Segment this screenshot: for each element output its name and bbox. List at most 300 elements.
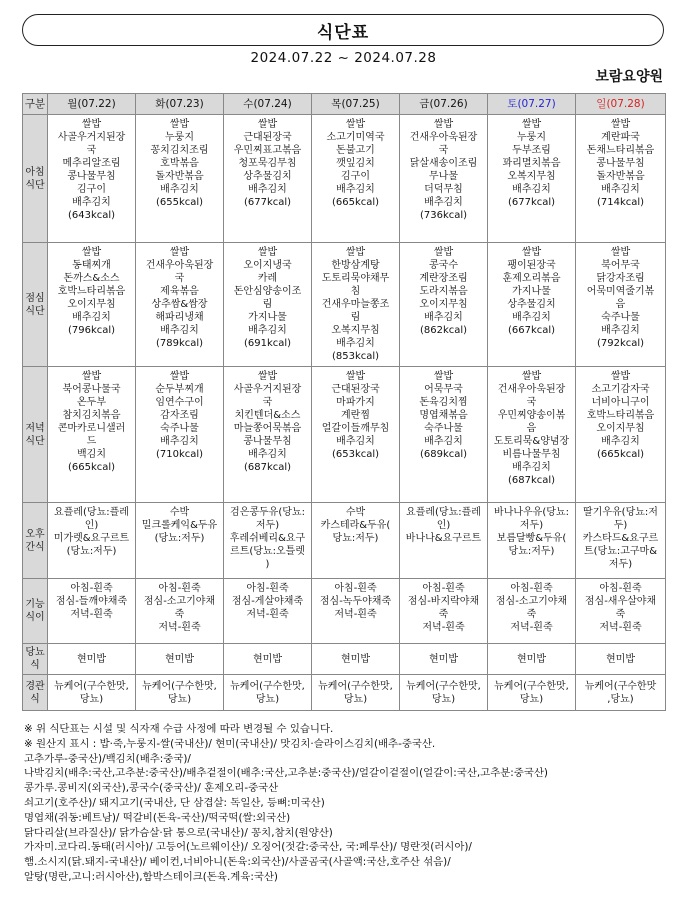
menu-cell [400, 243, 488, 367]
menu-item: 백김치 [77, 449, 106, 460]
menu-item: 요플레(당뇨:플레 [54, 507, 129, 518]
menu-item: 저두) [519, 520, 544, 531]
menu-item: 밀크롤케익&두유 [141, 520, 218, 531]
menu-cell [312, 367, 400, 503]
menu-item: (653kcal) [331, 449, 380, 460]
menu-item: 카스타드&요구르 [582, 533, 659, 544]
meal-label-line: 기능 [25, 599, 45, 610]
menu-item: 마늘쫑어묵볶음 [233, 423, 302, 434]
menu-item: 건새우아욱된장 [497, 384, 566, 395]
menu-cell [48, 503, 136, 579]
menu-item: 쌀밥 [610, 247, 631, 258]
menu-item: 배추김치 [248, 449, 287, 460]
menu-cell [224, 243, 312, 367]
menu-item: 당뇨:저두) [332, 533, 379, 544]
meal-label-line: 식 [30, 660, 40, 671]
menu-item: 죽 [526, 609, 537, 620]
menu-item: 당뇨) [519, 693, 544, 705]
menu-cell [400, 675, 488, 711]
menu-cell [136, 503, 224, 579]
menu-item: 저녁-흰죽 [246, 609, 289, 620]
note-line: 햄.소시지(닭.돼지-국내산)/ 베이컨,너비아니(돈육:외국산)/사골곰국(사골액:국산,호주산 섞음)/ [24, 856, 451, 869]
menu-item: 죽 [174, 609, 185, 620]
meal-row [23, 367, 666, 503]
menu-item: ) [265, 559, 270, 570]
menu-item: 아침-흰죽 [246, 583, 289, 594]
menu-item: 저녁-흰죽 [422, 622, 465, 633]
menu-item: 수박 [169, 507, 190, 518]
menu-item: 현미밥 [253, 653, 282, 665]
day-header: 일(07.28) [576, 94, 666, 115]
menu-item: 순두부찌개 [155, 384, 204, 395]
menu-item: 현미밥 [606, 653, 635, 665]
day-header: 수(07.24) [224, 94, 312, 115]
menu-cell [224, 675, 312, 711]
menu-cell [224, 644, 312, 675]
menu-item: 배추김치 [601, 436, 640, 447]
menu-item: 무나물 [429, 171, 458, 182]
menu-item: 배추김치 [160, 436, 199, 447]
menu-item: 딸기우유(당뇨:저 [583, 507, 658, 518]
menu-item: (792kcal) [596, 338, 645, 349]
menu-item: 현미밥 [341, 653, 370, 665]
menu-item: 점심-소고기야채 [495, 596, 568, 607]
menu-item: 돈불고기 [336, 145, 375, 156]
menu-cell [136, 367, 224, 503]
menu-item: (689kcal) [419, 449, 468, 460]
menu-cell [136, 644, 224, 675]
menu-item: 호박느타리볶음 [57, 286, 126, 297]
menu-item: 북어무국 [601, 260, 640, 271]
meal-label-line: 식 [30, 693, 40, 705]
menu-item: 쌀밥 [345, 371, 366, 382]
menu-item: 돌자반볶음 [155, 171, 204, 182]
menu-item: 제육볶음 [160, 286, 199, 297]
menu-item: 수박 [345, 507, 366, 518]
menu-item: 훈제오리볶음 [502, 273, 561, 284]
note-line: 쇠고기(호주산)/ 돼지고기(국내산, 단 삼겹살: 독일산, 등뼈:미국산) [24, 796, 325, 809]
menu-item: 닭살새송이조림 [409, 158, 478, 169]
menu-item: 침 [350, 286, 361, 297]
menu-item: 건새우아욱된장 [409, 132, 478, 143]
menu-cell [400, 367, 488, 503]
meal-label-line: 아침 [25, 166, 45, 178]
menu-item: 당뇨:저두) [508, 546, 555, 557]
menu-item: 치킨텐더&소스 [234, 410, 301, 421]
menu-item: 너비아니구이 [591, 397, 650, 408]
meal-label-line: 경관 [25, 680, 45, 692]
menu-item: 콘마카로니샐러 [57, 423, 126, 434]
menu-item: 명엽채볶음 [419, 410, 468, 421]
menu-item: 점심-들깨야채죽 [55, 596, 128, 607]
menu-item: 감자조림 [160, 410, 199, 421]
menu-item: 오이지무침 [596, 423, 645, 434]
menu-item: 쌀밥 [345, 247, 366, 258]
date-range: 2024.07.22 ~ 2024.07.28 [250, 50, 437, 66]
menu-item: 점심-바지락야채 [407, 596, 480, 607]
menu-cell [312, 243, 400, 367]
menu-item: 오복지무침 [331, 325, 380, 336]
menu-item: 림 [350, 312, 361, 323]
menu-item: 배추김치 [601, 184, 640, 195]
menu-item: (당뇨:저두) [66, 546, 117, 557]
menu-item: 인) [436, 520, 451, 531]
menu-item: 꽈리멸치볶음 [502, 158, 561, 169]
note-line: 알탕(명란,고니:러시아산),함박스테이크(돈육.계육:국산) [24, 870, 278, 883]
menu-item: 쌀밥 [521, 119, 542, 130]
menu-cell [136, 579, 224, 644]
menu-item: 북어콩나물국 [62, 384, 121, 395]
menu-cell [576, 243, 666, 367]
menu-item: 상추쌈&쌈장 [151, 299, 208, 310]
menu-cell [488, 115, 576, 243]
menu-cell [224, 579, 312, 644]
menu-item: 쌀밥 [169, 119, 190, 130]
menu-item: 돈채느타리볶음 [586, 145, 655, 156]
menu-cell [576, 579, 666, 644]
menu-item: 근대된장국 [331, 384, 380, 395]
menu-cell [400, 115, 488, 243]
menu-cell [48, 367, 136, 503]
menu-item: 오복지무침 [507, 171, 556, 182]
menu-cell [312, 115, 400, 243]
menu-item: 청포묵김무침 [238, 158, 297, 169]
meal-label-line: 저녁 [25, 422, 45, 434]
meal-row [23, 644, 666, 675]
menu-item: 당뇨) [255, 693, 280, 705]
menu-item: 점심-게살야채죽 [231, 596, 304, 607]
menu-cell [576, 115, 666, 243]
note-line: 나박김치(배추:국산,고추분:중국산)/배추겉절이(배추:국산,고추분:중국산)/얼갈이겉절이(얼갈이:국산,고추분:중국산) [24, 767, 548, 780]
menu-cell [136, 675, 224, 711]
menu-item: 누룽지 [165, 132, 194, 143]
menu-item: 건새우마늘쫑조 [321, 299, 390, 310]
menu-item: 뉴케어(구수한맛, [494, 680, 569, 692]
menu-item: 죽 [438, 609, 449, 620]
menu-item: 현미밥 [517, 653, 546, 665]
menu-item: 배추김치 [601, 325, 640, 336]
menu-item: 배추김치 [336, 184, 375, 195]
menu-item: 닭강자조림 [596, 273, 645, 284]
menu-item: 쌀밥 [81, 247, 102, 258]
note-line: 고추가루-중국산)/백김치(배추:중국)/ [24, 752, 191, 765]
menu-item: 뉴케어(구수한맛 [584, 680, 657, 692]
menu-item: 쌀밥 [433, 119, 454, 130]
meal-row [23, 115, 666, 243]
menu-item: 바나나&요구르트 [405, 533, 482, 544]
menu-item: 드 [86, 436, 97, 447]
menu-item: (714kcal) [596, 197, 645, 208]
menu-cell [488, 243, 576, 367]
menu-item: 현미밥 [429, 653, 458, 665]
menu-item: 저녁-흰죽 [158, 622, 201, 633]
menu-item: 우민찌표고볶음 [233, 145, 302, 156]
menu-cell [488, 503, 576, 579]
menu-item: 쌀밥 [521, 247, 542, 258]
menu-item: 아침-흰죽 [334, 583, 377, 594]
menu-item: 저녁-흰죽 [334, 609, 377, 620]
menu-item: 계란장조림 [419, 273, 468, 284]
menu-item: 점심-새우살야채 [584, 596, 657, 607]
day-header: 금(07.26) [400, 94, 488, 115]
menu-item: 인) [84, 520, 99, 531]
menu-item: 국 [526, 397, 537, 408]
menu-item: (665kcal) [331, 197, 380, 208]
menu-item: 돈까스&소스 [63, 273, 120, 284]
menu-item: 깻잎김치 [336, 158, 375, 169]
menu-item: 콩나물무침 [596, 158, 645, 169]
menu-item: 쌀밥 [345, 119, 366, 130]
menu-item: 국 [86, 145, 97, 156]
menu-cell [400, 503, 488, 579]
menu-item: 점심-소고기야채 [143, 596, 216, 607]
note-line: 명엽채(쥐동:베트남)/ 떡갈비(돈육-국산)/떡국떡(쌀:외국산) [24, 811, 291, 824]
menu-cell [576, 503, 666, 579]
menu-item: 숙주나물 [160, 423, 199, 434]
menu-item: 가지나물 [512, 286, 551, 297]
menu-item: 호박볶음 [160, 158, 199, 169]
menu-item: 배추김치 [512, 462, 551, 473]
menu-item: 어묵무국 [424, 384, 463, 395]
meal-label [23, 675, 48, 711]
page-title [22, 14, 664, 46]
meal-label [23, 367, 48, 503]
menu-cell [312, 503, 400, 579]
day-header: 목(07.25) [312, 94, 400, 115]
menu-cell [488, 675, 576, 711]
menu-cell [48, 243, 136, 367]
menu-item: (736kcal) [419, 210, 468, 221]
menu-item: 두부조림 [512, 145, 551, 156]
menu-item: 카레 [257, 273, 278, 284]
menu-item: 저녁-흰죽 [510, 622, 553, 633]
menu-cell [312, 579, 400, 644]
menu-cell [48, 675, 136, 711]
menu-item: 후레쉬베리&요구 [229, 533, 306, 544]
menu-item: (691kcal) [243, 338, 292, 349]
note-line: 콩가루.콩비지(외국산),콩국수(중국산)/ 훈제오리-중국산 [24, 782, 279, 795]
menu-item: (710kcal) [155, 449, 204, 460]
menu-item: (853kcal) [331, 351, 380, 362]
menu-cell [136, 243, 224, 367]
meal-label-line: 식단 [25, 179, 45, 191]
menu-item: 국 [174, 273, 185, 284]
menu-item: 아침-흰죽 [158, 583, 201, 594]
menu-item: 오이지무침 [419, 299, 468, 310]
menu-item: 배추김치 [512, 184, 551, 195]
menu-item: 검은콩두유(당뇨: [230, 507, 305, 518]
menu-item: 죽 [615, 609, 626, 620]
menu-item: 아침-흰죽 [422, 583, 465, 594]
menu-item: 소고기감자국 [591, 384, 650, 395]
menu-item: (862kcal) [419, 325, 468, 336]
menu-item: 얼갈이들깨무침 [321, 423, 390, 434]
menu-item: 쌀밥 [433, 371, 454, 382]
meal-label-line: 식이 [25, 612, 45, 623]
menu-cell [576, 367, 666, 503]
menu-item: 상추물김치 [507, 299, 556, 310]
menu-item: 도토리묵&양념장 [493, 436, 570, 447]
menu-item: 임연수구이 [155, 397, 204, 408]
menu-item: 림 [262, 299, 273, 310]
menu-item: 당뇨) [343, 693, 368, 705]
menu-item: 배추김치 [512, 312, 551, 323]
menu-item: 미가렛&요구르트 [53, 533, 130, 544]
menu-item: 해파리냉채 [155, 312, 204, 323]
menu-item: 배추김치 [72, 312, 111, 323]
menu-item: 근대된장국 [243, 132, 292, 143]
menu-item: 배추김치 [72, 197, 111, 208]
menu-item: 배추김치 [424, 436, 463, 447]
menu-item: 뉴케어(구수한맛, [142, 680, 217, 692]
menu-cell [488, 367, 576, 503]
meal-label [23, 503, 48, 579]
menu-item: 뉴케어(구수한맛, [318, 680, 393, 692]
menu-item: 현미밥 [77, 653, 106, 665]
menu-item: 배추김치 [248, 184, 287, 195]
menu-item: 호박느타리볶음 [586, 410, 655, 421]
menu-item: 배추김치 [424, 197, 463, 208]
meal-label-line: 오후 [25, 528, 45, 540]
menu-cell [48, 644, 136, 675]
menu-item: 르트(당뇨:오틀렛 [230, 546, 305, 557]
menu-item: 소고기미역국 [326, 132, 385, 143]
menu-item: (677kcal) [243, 197, 292, 208]
menu-item: 쌀밥 [257, 371, 278, 382]
menu-item: 김구이 [341, 171, 370, 182]
menu-item: 국 [262, 397, 273, 408]
menu-item: 상추물김치 [243, 171, 292, 182]
menu-cell [136, 115, 224, 243]
menu-item: 배추김치 [336, 436, 375, 447]
menu-item: 국 [438, 145, 449, 156]
menu-item: 오이지냉국 [243, 260, 292, 271]
meal-label [23, 243, 48, 367]
menu-item: 김구이 [77, 184, 106, 195]
menu-item: 음 [526, 423, 537, 434]
menu-item: (789kcal) [155, 338, 204, 349]
menu-item: (당뇨:저두) [154, 533, 205, 544]
menu-item: (667kcal) [507, 325, 556, 336]
menu-item: 쌀밥 [169, 371, 190, 382]
menu-item: 뉴케어(구수한맛, [230, 680, 305, 692]
title-text: 식단표 [316, 22, 370, 43]
menu-item: 아침-흰죽 [510, 583, 553, 594]
menu-item: 당뇨) [167, 693, 192, 705]
menu-item: 더덕무침 [424, 184, 463, 195]
menu-item: 동태찌개 [72, 260, 111, 271]
meal-label-line: 당뇨 [25, 647, 45, 658]
menu-item: 마파가지 [336, 397, 375, 408]
menu-item: ,당뇨) [607, 693, 634, 705]
notes-section [24, 722, 669, 885]
menu-item: 쌀밥 [610, 371, 631, 382]
menu-cell [224, 367, 312, 503]
menu-item: 두) [613, 520, 628, 531]
menu-item: 저녁-흰죽 [70, 609, 113, 620]
note-line: 가자미.코다리.동태(러시아)/ 고등어(노르웨이산)/ 오징어(젓갈:중국산, 국:페루산)/ 명란젓(러시아)/ [24, 841, 472, 854]
menu-table [22, 93, 666, 711]
menu-item: 쌀밥 [169, 247, 190, 258]
corner-cell: 구분 [23, 94, 48, 115]
menu-item: 우민찌양송이볶 [497, 410, 566, 421]
menu-item: 배추김치 [248, 325, 287, 336]
menu-item: 팽이된장국 [507, 260, 556, 271]
menu-item: 쌀밥 [433, 247, 454, 258]
menu-item: (687kcal) [243, 462, 292, 473]
menu-cell [400, 644, 488, 675]
menu-item: 어묵미역줄기볶 [586, 286, 655, 297]
meal-row [23, 243, 666, 367]
note-line: ※ 위 식단표는 시설 및 식자재 수급 사정에 따라 변경될 수 있습니다. [24, 723, 334, 735]
menu-item: 배추김치 [160, 325, 199, 336]
menu-item: 돈안심양송이조 [233, 286, 302, 297]
menu-item: 도토리묵야채무 [321, 273, 390, 284]
menu-item: 뉴케어(구수한맛, [54, 680, 129, 692]
menu-item: 점심-녹두야채죽 [319, 596, 392, 607]
menu-cell [488, 644, 576, 675]
menu-item: 쌀밥 [610, 119, 631, 130]
menu-item: (796kcal) [67, 325, 116, 336]
menu-item: 콩국수 [429, 260, 458, 271]
menu-cell [576, 675, 666, 711]
note-line: 닭다리살(브라질산)/ 닭가슴살·닭 통으로(국내산)/ 꽁치,참치(원양산) [24, 826, 333, 839]
menu-item: 뉴케어(구수한맛, [406, 680, 481, 692]
menu-item: 계란파국 [601, 132, 640, 143]
note-line: ※ 원산지 표시 : 밥·죽,누룽지-쌀(국내산)/ 현미(국내산)/ 맛김치·슬라이스김치(배추-중국산. [24, 737, 436, 750]
meal-label-line: 점심 [25, 292, 45, 304]
menu-item: 아침-흰죽 [599, 583, 642, 594]
menu-item: 당뇨) [79, 693, 104, 705]
menu-item: (643kcal) [67, 210, 116, 221]
meal-row [23, 675, 666, 711]
menu-item: 참치김치볶음 [62, 410, 121, 421]
menu-item: 쌀밥 [81, 371, 102, 382]
menu-item: 배추김치 [424, 312, 463, 323]
menu-item: 배추김치 [160, 184, 199, 195]
menu-cell [312, 675, 400, 711]
menu-item: 콩나물무침 [243, 436, 292, 447]
menu-item: 쌀밥 [521, 371, 542, 382]
menu-item: 음 [615, 299, 626, 310]
menu-cell [400, 579, 488, 644]
menu-item: 돈육김치찜 [419, 397, 468, 408]
menu-item: 오이지무침 [67, 299, 116, 310]
menu-item: 쌀밥 [81, 119, 102, 130]
org-name: 보람요양원 [595, 69, 663, 85]
menu-item: 당뇨) [431, 693, 456, 705]
menu-item: 도라지볶음 [419, 286, 468, 297]
menu-item: 비름나물무침 [502, 449, 561, 460]
menu-item: 꽁치김치조림 [150, 145, 209, 156]
meal-label-line: 간식 [25, 541, 45, 553]
menu-item: (687kcal) [507, 475, 556, 486]
menu-cell [576, 644, 666, 675]
meal-label-line: 식단 [25, 435, 45, 447]
menu-item: 저두) [608, 559, 633, 570]
meal-label [23, 579, 48, 644]
menu-item: 숙주나물 [601, 312, 640, 323]
menu-item: 쌀밥 [257, 247, 278, 258]
menu-cell [224, 503, 312, 579]
menu-item: 저녁-흰죽 [599, 622, 642, 633]
menu-item: 카스테라&두유( [320, 520, 391, 531]
menu-item: 메추리알조림 [62, 158, 121, 169]
menu-item: 온두부 [77, 397, 106, 408]
menu-item: 저두) [255, 520, 280, 531]
menu-cell [48, 579, 136, 644]
menu-cell [312, 644, 400, 675]
